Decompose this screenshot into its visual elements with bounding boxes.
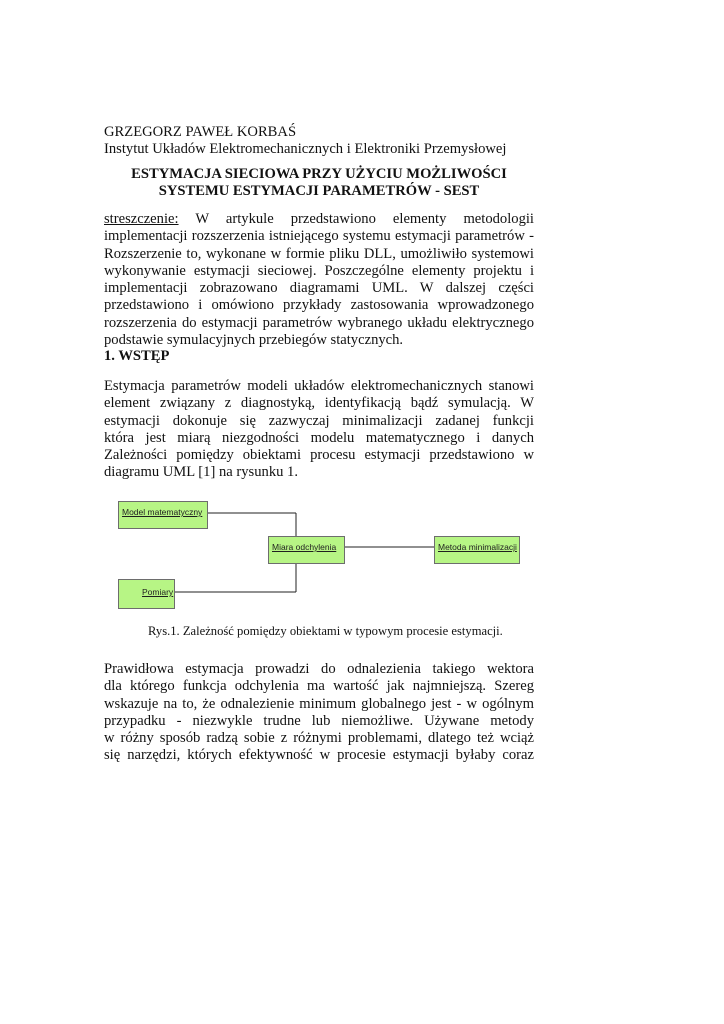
box-model-matematyczny xyxy=(118,501,208,529)
box-model-label: Model matematyczny xyxy=(122,507,203,517)
paragraph-line: estymacji dokonuje się zazwyczaj minimalizacji zadanej funkcji xyxy=(104,412,534,429)
paragraph-line: która jest miarą niezgodności modelu matematycznego i danych xyxy=(104,429,534,446)
paragraph-line: wskazuje na to, że odnalezienie minimum globalnego jest - w ogólnym xyxy=(104,695,534,712)
box-pomiary xyxy=(118,579,175,609)
paragraph-line: się narzędzi, których efektywność w procesie estymacji byłaby coraz xyxy=(104,747,534,764)
abstract-line-0 xyxy=(104,211,534,228)
abstract-line: rozszerzenia do estymacji parametrów wybranego układu elektrycznego xyxy=(104,314,534,331)
box-pomiary-label: Pomiary xyxy=(142,587,174,597)
second-paragraph xyxy=(104,661,534,765)
paragraph-last-line: diagramu UML [1] na rysunku 1. xyxy=(104,464,299,481)
paragraph-line: dla którego funkcja odchylenia ma wartość jak najmniejszą. Szereg xyxy=(104,678,534,695)
title-line-2: SYSTEMU ESTYMACJI PARAMETRÓW - SEST xyxy=(158,183,480,199)
paragraph-line: w różny sposób radzą sobie z różnymi problemami, dlatego też wciąż xyxy=(104,730,534,747)
abstract-line: implementacji rozszerzenia istniejącego systemu estymacji parametrów - xyxy=(104,228,534,245)
abstract-label: streszczenie: xyxy=(104,211,179,227)
author-affiliation: Instytut Układów Elektromechanicznych i Elektroniki Przemysłowej xyxy=(104,141,507,158)
abstract-line: przedstawiono i omówiono przykłady zastosowania wprowadzonego xyxy=(104,297,534,314)
uml-diagram xyxy=(118,496,530,612)
paragraph-line: Zależności pomiędzy obiektami procesu estymacji przedstawiono w xyxy=(104,447,534,464)
paper-title xyxy=(104,166,534,200)
abstract-line: wykonywanie estymacji sieciowej. Poszczególne elementy projektu i xyxy=(104,262,534,279)
paragraph-line: Prawidłowa estymacja prowadzi do odnalezienia takiego wektora xyxy=(104,661,534,677)
abstract-line: Rozszerzenie to, wykonane w formie pliku DLL, umożliwiło systemowi xyxy=(104,245,534,262)
paragraph-line: element związany z diagnostyką, identyfikacją bądź symulacją. W xyxy=(104,395,534,412)
title-line-1: ESTYMACJA SIECIOWA PRZY UŻYCIU MOŻLIWOŚCI xyxy=(131,166,507,182)
abstract-line: implementacji zobrazowano diagramami UML. W dalszej części xyxy=(104,280,534,297)
paragraph-line: Estymacja parametrów modeli układów elektromechanicznych stanowi xyxy=(104,378,534,394)
section-heading: 1. WSTĘP xyxy=(104,348,170,364)
intro-paragraph xyxy=(104,378,534,482)
figure-caption: Rys.1. Zależność pomiędzy obiektami w typowym procesie estymacji. xyxy=(148,624,503,638)
abstract xyxy=(104,211,534,349)
box-miara-label: Miara odchylenia xyxy=(272,542,337,552)
abstract-first-line: W artykule przedstawiono elementy metodologii xyxy=(195,211,534,227)
author-block xyxy=(104,124,534,159)
abstract-last-line: podstawie symulacyjnych przebiegów statycznych. xyxy=(104,332,404,349)
box-miara-odchylenia xyxy=(268,536,345,564)
paragraph-line: przypadku - niezwykle trudne lub niemożliwe. Używane metody xyxy=(104,712,534,729)
author-name: GRZEGORZ PAWEŁ KORBAŚ xyxy=(104,124,297,140)
box-metoda-label: Metoda minimalizacji xyxy=(438,542,517,552)
box-metoda-minimalizacji xyxy=(434,536,520,564)
